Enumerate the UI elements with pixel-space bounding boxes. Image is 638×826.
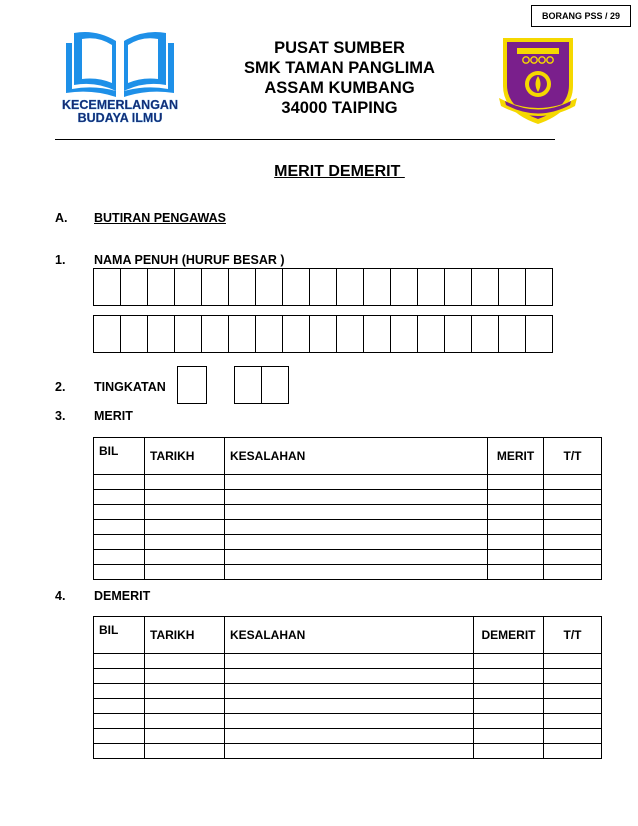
merit-header-tarikh: TARIKH	[145, 438, 225, 475]
letter-box[interactable]	[471, 268, 499, 306]
letter-box[interactable]	[417, 315, 445, 353]
letter-box[interactable]	[255, 315, 283, 353]
table-cell[interactable]	[544, 654, 602, 669]
merit-table	[93, 437, 602, 580]
table-cell[interactable]	[145, 565, 225, 580]
table-cell[interactable]	[94, 520, 145, 535]
tingkatan-class-boxes	[234, 366, 289, 404]
letter-box[interactable]	[417, 268, 445, 306]
table-row	[94, 535, 602, 550]
table-row	[94, 550, 602, 565]
demerit-table	[93, 616, 602, 759]
table-row	[94, 699, 602, 714]
letter-box[interactable]	[525, 268, 553, 306]
table-cell[interactable]	[544, 550, 602, 565]
letter-box[interactable]	[147, 268, 175, 306]
table-cell[interactable]	[544, 729, 602, 744]
demerit-table-header	[94, 617, 602, 654]
form-code-box	[531, 5, 631, 27]
letter-box[interactable]	[93, 268, 121, 306]
table-cell[interactable]	[94, 669, 145, 684]
table-row	[94, 565, 602, 580]
letter-box[interactable]	[336, 268, 364, 306]
header-divider	[55, 139, 555, 140]
table-cell[interactable]	[474, 714, 544, 729]
letter-box[interactable]	[336, 315, 364, 353]
table-row	[94, 654, 602, 669]
table-cell[interactable]	[544, 684, 602, 699]
name-box-row-2	[93, 315, 553, 353]
merit-header-tt: T/T	[544, 438, 602, 475]
table-cell[interactable]	[488, 490, 544, 505]
header-line-4: 34000 TAIPING	[281, 99, 398, 117]
school-crest-icon	[497, 34, 579, 131]
demerit-header-kesalahan: KESALAHAN	[225, 617, 474, 654]
letter-box[interactable]	[201, 315, 229, 353]
table-cell[interactable]	[544, 699, 602, 714]
table-cell[interactable]	[145, 550, 225, 565]
table-cell[interactable]	[225, 565, 488, 580]
table-cell[interactable]	[488, 550, 544, 565]
table-cell[interactable]	[225, 490, 488, 505]
demerit-header-bil: BIL	[94, 617, 145, 654]
table-cell[interactable]	[474, 699, 544, 714]
table-row	[94, 520, 602, 535]
table-cell[interactable]	[225, 699, 474, 714]
table-cell[interactable]	[474, 669, 544, 684]
table-cell[interactable]	[225, 654, 474, 669]
table-cell[interactable]	[94, 699, 145, 714]
letter-box[interactable]	[444, 268, 472, 306]
letter-box[interactable]	[390, 268, 418, 306]
table-row	[94, 729, 602, 744]
merit-table-header	[94, 438, 602, 475]
table-cell[interactable]	[544, 669, 602, 684]
table-cell[interactable]	[225, 520, 488, 535]
table-cell[interactable]	[488, 475, 544, 490]
item-2-label: TINGKATAN	[94, 380, 166, 394]
letter-box[interactable]	[147, 315, 175, 353]
letter-box[interactable]	[471, 315, 499, 353]
header-line-3: ASSAM KUMBANG	[264, 79, 415, 97]
tingkatan-class-box[interactable]	[234, 366, 262, 404]
item-3-number: 3.	[55, 409, 66, 423]
document-title: MERIT DEMERIT	[274, 163, 405, 180]
tingkatan-class-box[interactable]	[261, 366, 289, 404]
table-cell[interactable]	[474, 744, 544, 759]
table-cell[interactable]	[94, 505, 145, 520]
table-cell[interactable]	[225, 669, 474, 684]
table-row	[94, 505, 602, 520]
table-cell[interactable]	[145, 744, 225, 759]
table-cell[interactable]	[94, 475, 145, 490]
table-cell[interactable]	[94, 550, 145, 565]
letter-box[interactable]	[282, 268, 310, 306]
form-code: BORANG PSS / 29	[541, 11, 621, 21]
item-1-number: 1.	[55, 253, 66, 267]
logo-text-line1: KECEMERLANGAN	[62, 98, 178, 112]
table-cell[interactable]	[94, 714, 145, 729]
table-cell[interactable]	[145, 654, 225, 669]
letter-box[interactable]	[228, 315, 256, 353]
table-cell[interactable]	[94, 565, 145, 580]
demerit-header-tarikh: TARIKH	[145, 617, 225, 654]
table-cell[interactable]	[145, 684, 225, 699]
table-cell[interactable]	[94, 535, 145, 550]
table-cell[interactable]	[145, 505, 225, 520]
table-cell[interactable]	[145, 520, 225, 535]
table-cell[interactable]	[94, 654, 145, 669]
table-cell[interactable]	[94, 490, 145, 505]
table-row	[94, 669, 602, 684]
table-cell[interactable]	[145, 714, 225, 729]
table-cell[interactable]	[488, 535, 544, 550]
header-line-1: PUSAT SUMBER	[274, 39, 405, 57]
letter-box[interactable]	[174, 315, 202, 353]
table-cell[interactable]	[544, 505, 602, 520]
letter-box[interactable]	[228, 268, 256, 306]
letter-box[interactable]	[120, 315, 148, 353]
table-cell[interactable]	[488, 505, 544, 520]
table-cell[interactable]	[544, 565, 602, 580]
table-cell[interactable]	[225, 684, 474, 699]
table-row	[94, 744, 602, 759]
table-cell[interactable]	[225, 535, 488, 550]
letter-box[interactable]	[93, 315, 121, 353]
letter-box[interactable]	[525, 315, 553, 353]
table-row	[94, 684, 602, 699]
letter-box[interactable]	[390, 315, 418, 353]
tingkatan-box[interactable]	[177, 366, 207, 404]
item-1-label: NAMA PENUH (HURUF BESAR )	[94, 253, 285, 267]
section-a-label: BUTIRAN PENGAWAS	[94, 211, 226, 225]
table-cell[interactable]	[225, 505, 488, 520]
table-cell[interactable]	[544, 535, 602, 550]
table-cell[interactable]	[145, 729, 225, 744]
table-cell[interactable]	[225, 714, 474, 729]
demerit-header-demerit: DEMERIT	[474, 617, 544, 654]
table-cell[interactable]	[225, 550, 488, 565]
table-cell[interactable]	[544, 520, 602, 535]
table-cell[interactable]	[94, 744, 145, 759]
name-box-row-1	[93, 268, 553, 306]
item-2-number: 2.	[55, 380, 66, 394]
letter-box[interactable]	[498, 315, 526, 353]
letter-box[interactable]	[363, 315, 391, 353]
table-row	[94, 714, 602, 729]
letter-box[interactable]	[201, 268, 229, 306]
letter-box[interactable]	[498, 268, 526, 306]
open-book-logo-icon	[60, 25, 180, 130]
table-cell[interactable]	[474, 654, 544, 669]
table-cell[interactable]	[474, 684, 544, 699]
table-cell[interactable]	[94, 729, 145, 744]
table-cell[interactable]	[544, 490, 602, 505]
item-3-label: MERIT	[94, 409, 133, 423]
merit-header-merit: MERIT	[488, 438, 544, 475]
item-4-number: 4.	[55, 589, 66, 603]
section-a-number: A.	[55, 211, 68, 225]
table-cell[interactable]	[94, 684, 145, 699]
table-cell[interactable]	[145, 669, 225, 684]
table-cell[interactable]	[474, 729, 544, 744]
item-4-label: DEMERIT	[94, 589, 151, 603]
letter-box[interactable]	[309, 315, 337, 353]
letter-box[interactable]	[309, 268, 337, 306]
table-cell[interactable]	[145, 535, 225, 550]
table-cell[interactable]	[544, 475, 602, 490]
table-row	[94, 490, 602, 505]
letter-box[interactable]	[255, 268, 283, 306]
table-cell[interactable]	[488, 565, 544, 580]
table-cell[interactable]	[488, 520, 544, 535]
merit-header-kesalahan: KESALAHAN	[225, 438, 488, 475]
table-cell[interactable]	[145, 699, 225, 714]
merit-header-bil: BIL	[94, 438, 145, 475]
table-cell[interactable]	[225, 729, 474, 744]
letter-box[interactable]	[363, 268, 391, 306]
logo-text-line2: BUDAYA ILMU	[77, 111, 163, 125]
table-cell[interactable]	[225, 475, 488, 490]
table-cell[interactable]	[544, 714, 602, 729]
letter-box[interactable]	[282, 315, 310, 353]
table-cell[interactable]	[225, 744, 474, 759]
table-row	[94, 475, 602, 490]
letter-box[interactable]	[120, 268, 148, 306]
letter-box[interactable]	[444, 315, 472, 353]
table-cell[interactable]	[145, 490, 225, 505]
letter-box[interactable]	[174, 268, 202, 306]
demerit-header-tt: T/T	[544, 617, 602, 654]
header-line-2: SMK TAMAN PANGLIMA	[244, 59, 435, 77]
table-cell[interactable]	[145, 475, 225, 490]
table-cell[interactable]	[544, 744, 602, 759]
